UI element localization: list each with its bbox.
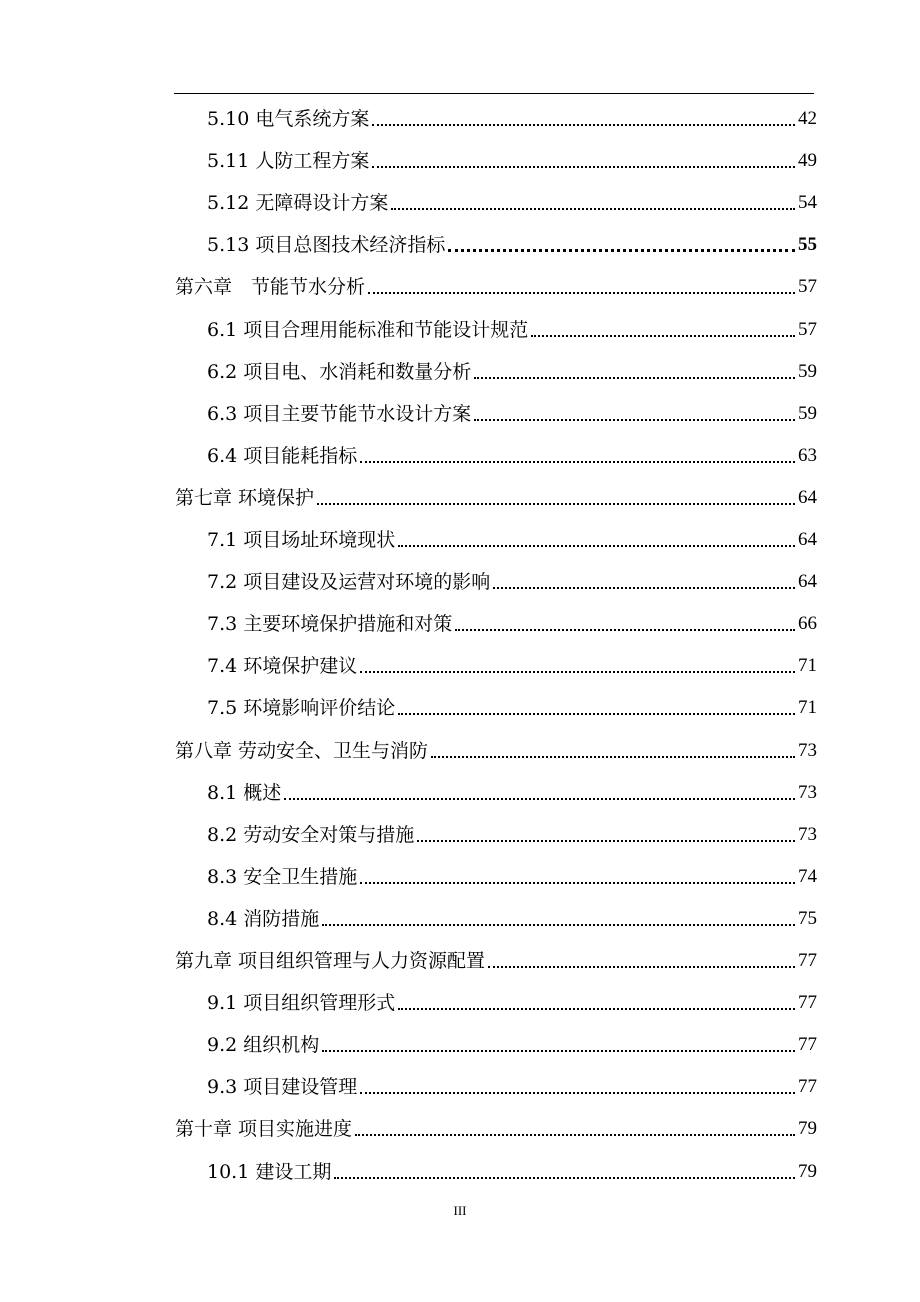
toc-entry-page: 64 — [798, 486, 817, 508]
toc-dot-leader — [317, 503, 795, 505]
toc-dot-leader — [431, 756, 795, 758]
toc-entry-label: 5.11 人防工程方案 — [207, 150, 370, 173]
toc-section-entry[interactable] — [207, 399, 817, 429]
toc-entry-page: 71 — [798, 697, 817, 719]
toc-dot-leader — [417, 840, 795, 842]
toc-entry-label: 8.3 安全卫生措施 — [207, 865, 358, 888]
toc-dot-leader — [360, 1092, 795, 1094]
toc-entry-label: 6.1 项目合理用能标准和节能设计规范 — [207, 318, 529, 341]
toc-entry-label: 7.3 主要环境保护措施和对策 — [207, 613, 453, 636]
toc-entry-page: 57 — [798, 318, 817, 340]
toc-entry-page: 73 — [798, 739, 817, 761]
toc-dot-leader — [322, 1050, 795, 1052]
toc-dot-leader — [448, 249, 795, 252]
toc-entry-label: 7.2 项目建设及运营对环境的影响 — [207, 571, 491, 594]
toc-section-entry[interactable] — [207, 567, 817, 597]
toc-section-entry[interactable] — [207, 609, 817, 639]
toc-entry-page: 55 — [798, 234, 817, 256]
toc-entry-label: 7.4 环境保护建议 — [207, 655, 358, 678]
toc-dot-leader — [493, 587, 795, 589]
toc-entry-page: 79 — [798, 1118, 817, 1140]
toc-dot-leader — [455, 629, 795, 631]
toc-entry-label: 6.2 项目电、水消耗和数量分析 — [207, 360, 472, 383]
toc-section-entry[interactable] — [207, 778, 817, 808]
toc-entry-page: 42 — [798, 108, 817, 129]
toc-section-entry[interactable] — [207, 1072, 817, 1102]
toc-dot-leader — [531, 335, 795, 337]
toc-dot-leader — [360, 461, 795, 463]
toc-entry-page: 73 — [798, 781, 817, 803]
toc-section-entry[interactable] — [207, 315, 817, 345]
toc-section-entry[interactable] — [207, 146, 817, 176]
toc-entry-page: 77 — [798, 1076, 817, 1098]
toc-section-entry[interactable] — [207, 357, 817, 387]
toc-dot-leader — [360, 671, 795, 673]
toc-entry-page: 64 — [798, 529, 817, 550]
toc-section-entry[interactable] — [207, 525, 817, 555]
toc-entry-page: 57 — [798, 276, 817, 298]
toc-section-entry[interactable] — [207, 1157, 817, 1187]
toc-entry-page: 64 — [798, 571, 817, 593]
toc-entry-label: 9.1 项目组织管理形式 — [207, 992, 396, 1015]
toc-entry-page: 73 — [798, 823, 817, 845]
toc-entry-page: 77 — [798, 1034, 817, 1056]
toc-dot-leader — [284, 798, 795, 800]
toc-entry-label: 5.12 无障碍设计方案 — [207, 192, 389, 215]
header-rule — [174, 93, 814, 94]
toc-dot-leader — [398, 545, 795, 547]
toc-entry-label: 5.10 电气系统方案 — [207, 108, 370, 130]
toc-entry-label: 第九章 项目组织管理与人力资源配置 — [175, 950, 486, 972]
toc-entry-label: 5.13 项目总图技术经济指标 — [207, 234, 446, 257]
toc-entry-label: 8.4 消防措施 — [207, 907, 320, 930]
toc-dot-leader — [391, 208, 795, 210]
toc-entry-page: 54 — [798, 192, 817, 214]
toc-entry-label: 9.3 项目建设管理 — [207, 1076, 358, 1099]
toc-entry-page: 59 — [798, 360, 817, 382]
toc-dot-leader — [474, 419, 795, 421]
toc-section-entry[interactable] — [207, 904, 817, 934]
toc-entry-label: 第八章 劳动安全、卫生与消防 — [175, 739, 429, 762]
toc-section-entry[interactable] — [207, 230, 817, 260]
toc-section-entry[interactable] — [207, 820, 817, 850]
toc-section-entry[interactable] — [207, 188, 817, 218]
toc-entry-label: 第七章 环境保护 — [175, 486, 315, 509]
toc-section-entry[interactable] — [207, 651, 817, 681]
toc-dot-leader — [488, 966, 795, 968]
page-number: III — [453, 1203, 467, 1218]
toc-entry-page: 77 — [798, 950, 817, 971]
toc-entry-label: 8.1 概述 — [207, 781, 282, 804]
toc-section-entry[interactable] — [207, 693, 817, 723]
toc-entry-page: 71 — [798, 655, 817, 677]
toc-entry-page: 79 — [798, 1160, 817, 1182]
toc-chapter-entry[interactable] — [175, 272, 817, 302]
toc-section-entry[interactable] — [207, 104, 817, 134]
toc-entry-page: 63 — [798, 444, 817, 466]
toc-entry-label: 7.1 项目场址环境现状 — [207, 529, 396, 551]
toc-entry-page: 77 — [798, 992, 817, 1014]
toc-entry-page: 66 — [798, 613, 817, 635]
toc-entry-page: 49 — [798, 150, 817, 172]
toc-dot-leader — [322, 924, 795, 926]
toc-entry-label: 9.2 组织机构 — [207, 1034, 320, 1057]
toc-entry-page: 59 — [798, 402, 817, 424]
toc-dot-leader — [398, 713, 795, 715]
toc-entry-label: 8.2 劳动安全对策与措施 — [207, 823, 415, 846]
toc-entry-page: 75 — [798, 907, 817, 929]
toc-dot-leader — [334, 1177, 795, 1179]
toc-dot-leader — [398, 1008, 795, 1010]
toc-dot-leader — [355, 1134, 795, 1136]
toc-entry-label: 第六章 节能节水分析 — [175, 276, 366, 299]
toc-dot-leader — [368, 292, 795, 294]
toc-dot-leader — [372, 124, 795, 126]
toc-chapter-entry[interactable] — [175, 736, 817, 766]
toc-dot-leader — [474, 377, 795, 379]
toc-entry-page: 74 — [798, 865, 817, 887]
toc-chapter-entry[interactable] — [175, 946, 817, 976]
toc-chapter-entry[interactable] — [175, 1114, 817, 1144]
toc-section-entry[interactable] — [207, 862, 817, 892]
toc-entry-label: 10.1 建设工期 — [207, 1160, 332, 1183]
toc-chapter-entry[interactable] — [175, 483, 817, 513]
toc-section-entry[interactable] — [207, 1030, 817, 1060]
toc-entry-label: 6.3 项目主要节能节水设计方案 — [207, 402, 472, 425]
toc-dot-leader — [360, 882, 795, 884]
toc-entry-label: 第十章 项目实施进度 — [175, 1118, 353, 1141]
toc-section-entry[interactable] — [207, 988, 817, 1018]
toc-dot-leader — [372, 166, 795, 168]
toc-section-entry[interactable] — [207, 441, 817, 471]
toc-entry-label: 7.5 环境影响评价结论 — [207, 697, 396, 720]
toc-entry-label: 6.4 项目能耗指标 — [207, 444, 358, 467]
